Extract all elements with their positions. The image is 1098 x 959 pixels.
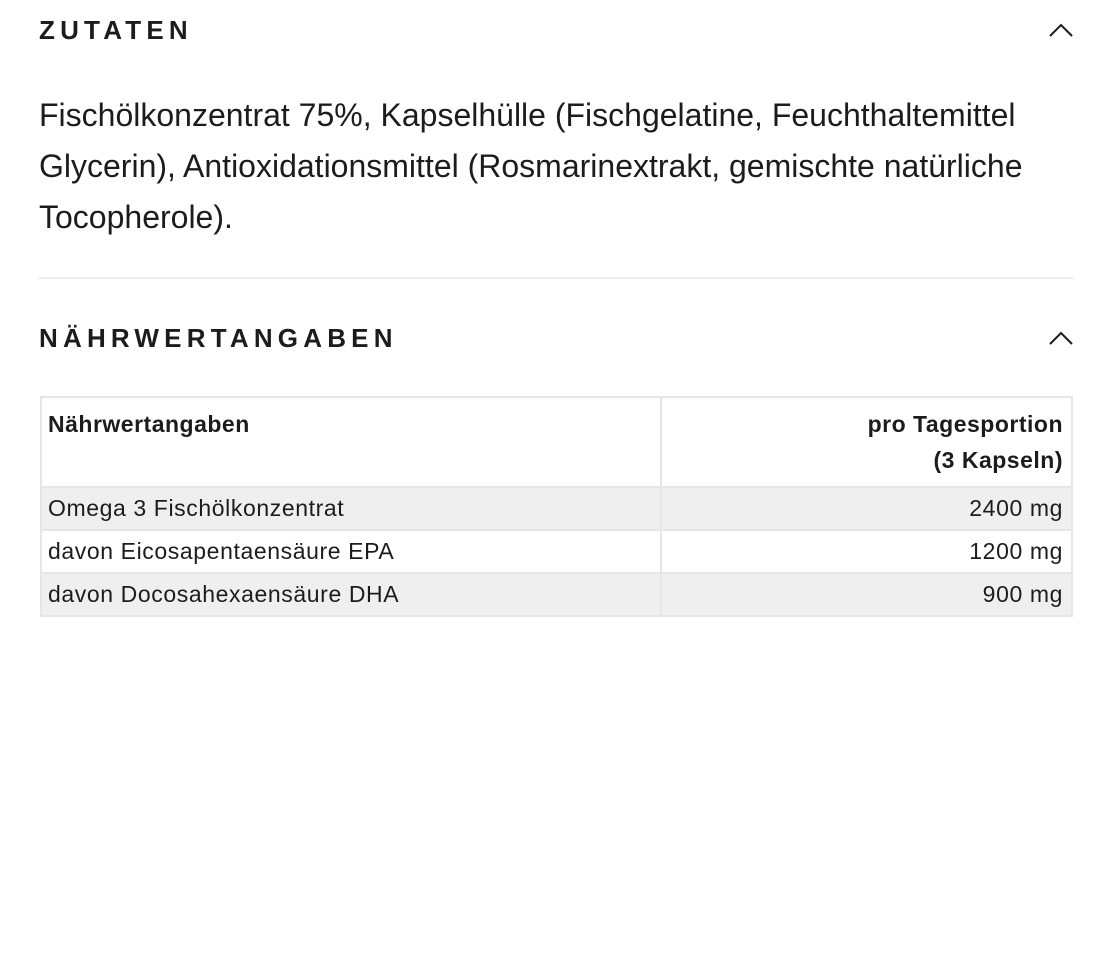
nutrient-name: davon Docosahexaensäure DHA	[41, 573, 661, 616]
chevron-up-icon[interactable]	[1049, 331, 1073, 345]
table-row	[41, 487, 1072, 530]
nutrition-header-name: Nährwertangaben	[41, 397, 661, 487]
table-row	[41, 530, 1072, 573]
nutrition-header-value	[661, 397, 1072, 487]
nutrient-value: 2400 mg	[661, 487, 1072, 530]
naehrwertangaben-title: NÄHRWERTANGABEN	[39, 322, 398, 353]
table-row	[41, 573, 1072, 616]
nutrient-name: Omega 3 Fischölkonzentrat	[41, 487, 661, 530]
nutrient-value: 900 mg	[661, 573, 1072, 616]
nutrition-header-value-line1: pro Tagesportion	[867, 411, 1063, 437]
nutrition-table	[40, 396, 1073, 617]
nutrient-value: 1200 mg	[661, 530, 1072, 573]
naehrwertangaben-accordion-header[interactable]	[39, 320, 1073, 356]
zutaten-title: ZUTATEN	[39, 14, 193, 45]
zutaten-accordion-header[interactable]	[39, 12, 1073, 48]
ingredients-text: Fischölkonzentrat 75%, Kapselhülle (Fischgelatine, Feuchthaltemittel Glycerin), Antioxidationsmittel (Rosmarinextrakt, gemischte natürliche Tocopherole).	[39, 97, 1023, 235]
nutrition-table-header-row	[41, 397, 1072, 487]
section-divider	[39, 277, 1073, 279]
nutrition-header-value-line2: (3 Kapseln)	[933, 447, 1063, 473]
nutrient-name: davon Eicosapentaensäure EPA	[41, 530, 661, 573]
chevron-up-icon[interactable]	[1049, 23, 1073, 37]
